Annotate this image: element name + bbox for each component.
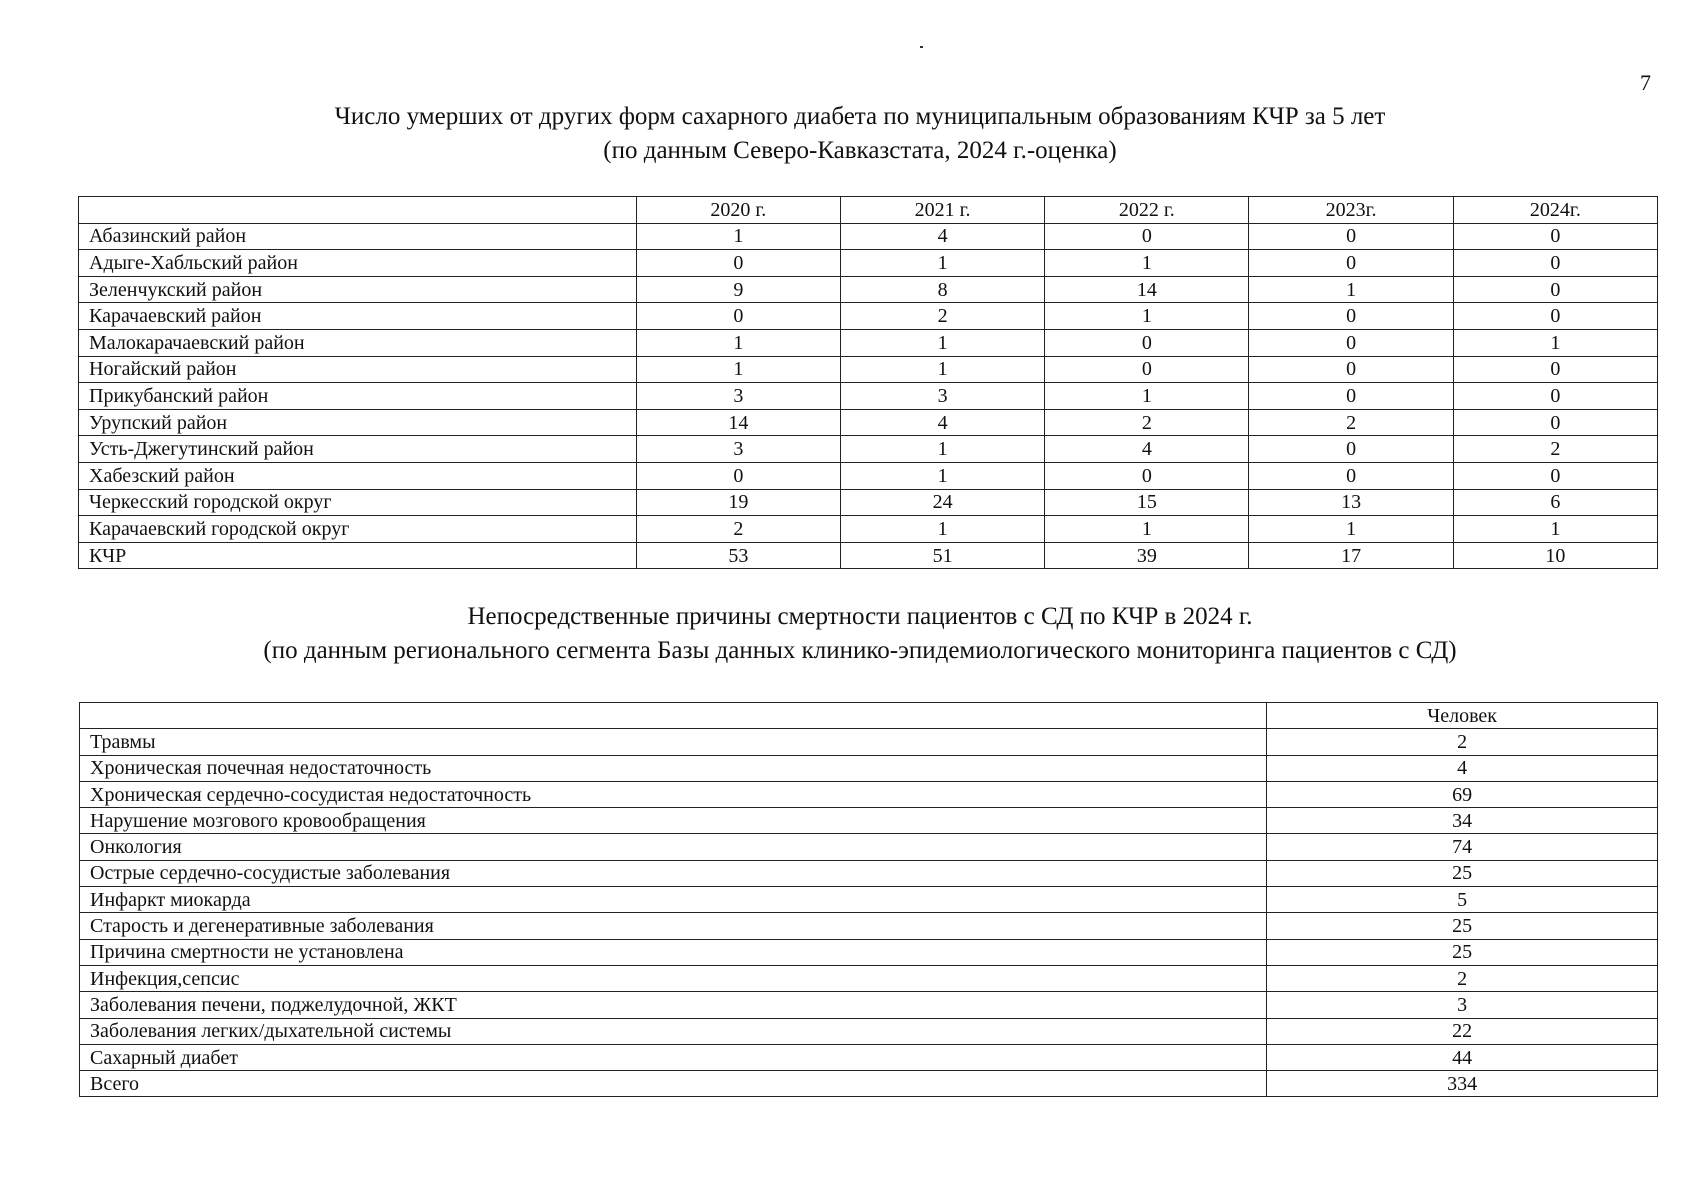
table-row bbox=[79, 542, 1658, 569]
value-cell: 14 bbox=[1045, 276, 1249, 303]
table2-title-line1: Непосредственные причины смертности пациентов с СД по КЧР в 2024 г. bbox=[467, 603, 1253, 630]
value-cell: 1 bbox=[1453, 329, 1657, 356]
row-label: Заболевания легких/дыхательной системы bbox=[80, 1018, 1267, 1044]
table1-title-line2: (по данным Северо-Кавказстата, 2024 г.-оценка) bbox=[603, 137, 1117, 164]
column-header: Человек bbox=[1267, 703, 1658, 729]
row-label: Хроническая почечная недостаточность bbox=[80, 755, 1267, 781]
table-row bbox=[80, 834, 1658, 860]
row-label: Острые сердечно-сосудистые заболевания bbox=[80, 860, 1267, 886]
value-cell: 1 bbox=[840, 356, 1044, 383]
row-label: Карачаевский городской округ bbox=[79, 516, 637, 543]
value-cell: 25 bbox=[1267, 913, 1658, 939]
value-cell: 8 bbox=[840, 276, 1044, 303]
table-row bbox=[79, 409, 1658, 436]
value-cell: 0 bbox=[1453, 276, 1657, 303]
table1-title-line1: Число умерших от других форм сахарного диабета по муниципальным образованиям КЧР за 5 лет bbox=[334, 103, 1386, 130]
row-label: Урупский район bbox=[79, 409, 637, 436]
table1-header-row bbox=[79, 197, 1658, 224]
value-cell: 334 bbox=[1267, 1071, 1658, 1097]
row-label: Карачаевский район bbox=[79, 303, 637, 330]
value-cell: 0 bbox=[1249, 462, 1453, 489]
value-cell: 19 bbox=[636, 489, 840, 516]
value-cell: 1 bbox=[840, 516, 1044, 543]
value-cell: 4 bbox=[1045, 436, 1249, 463]
value-cell: 34 bbox=[1267, 808, 1658, 834]
row-label: Инфекция,сепсис bbox=[80, 965, 1267, 991]
value-cell: 0 bbox=[1045, 356, 1249, 383]
value-cell: 69 bbox=[1267, 781, 1658, 807]
value-cell: 0 bbox=[1453, 223, 1657, 250]
value-cell: 2 bbox=[1267, 729, 1658, 755]
row-label: Нарушение мозгового кровообращения bbox=[80, 808, 1267, 834]
value-cell: 1 bbox=[840, 436, 1044, 463]
causes-of-death-table bbox=[79, 702, 1658, 1097]
value-cell: 0 bbox=[1453, 303, 1657, 330]
value-cell: 53 bbox=[636, 542, 840, 569]
table-row bbox=[79, 223, 1658, 250]
value-cell: 10 bbox=[1453, 542, 1657, 569]
value-cell: 0 bbox=[1249, 436, 1453, 463]
value-cell: 2 bbox=[1267, 965, 1658, 991]
value-cell: 0 bbox=[1045, 329, 1249, 356]
table-row bbox=[80, 913, 1658, 939]
column-header: 2022 г. bbox=[1045, 197, 1249, 224]
row-label: Ногайский район bbox=[79, 356, 637, 383]
value-cell: 3 bbox=[840, 383, 1044, 410]
value-cell: 0 bbox=[1045, 223, 1249, 250]
table2-header bbox=[80, 703, 1658, 729]
table-row bbox=[79, 250, 1658, 277]
column-header: 2024г. bbox=[1453, 197, 1657, 224]
value-cell: 1 bbox=[636, 356, 840, 383]
row-label: Черкесский городской округ bbox=[79, 489, 637, 516]
table-row bbox=[79, 436, 1658, 463]
value-cell: 6 bbox=[1453, 489, 1657, 516]
column-header: 2023г. bbox=[1249, 197, 1453, 224]
value-cell: 74 bbox=[1267, 834, 1658, 860]
value-cell: 3 bbox=[636, 436, 840, 463]
value-cell: 9 bbox=[636, 276, 840, 303]
table-row bbox=[79, 489, 1658, 516]
value-cell: 0 bbox=[636, 462, 840, 489]
value-cell: 1 bbox=[1045, 250, 1249, 277]
value-cell: 1 bbox=[1249, 276, 1453, 303]
value-cell: 2 bbox=[1249, 409, 1453, 436]
value-cell: 1 bbox=[636, 223, 840, 250]
value-cell: 0 bbox=[1249, 356, 1453, 383]
table2-header-row bbox=[80, 703, 1658, 729]
value-cell: 1 bbox=[1453, 516, 1657, 543]
row-label: Старость и дегенеративные заболевания bbox=[80, 913, 1267, 939]
value-cell: 0 bbox=[1249, 329, 1453, 356]
deaths-by-municipality-table bbox=[78, 196, 1658, 569]
row-label: Адыге-Хабльский район bbox=[79, 250, 637, 277]
table2-title-line2: (по данным регионального сегмента Базы данных клинико-эпидемиологического мониторинга пациентов с СД) bbox=[263, 637, 1457, 664]
value-cell: 0 bbox=[636, 250, 840, 277]
value-cell: 0 bbox=[1453, 250, 1657, 277]
table2-title bbox=[60, 600, 1660, 668]
column-header: 2021 г. bbox=[840, 197, 1044, 224]
value-cell: 13 bbox=[1249, 489, 1453, 516]
table-row bbox=[80, 781, 1658, 807]
value-cell: 1 bbox=[1045, 383, 1249, 410]
value-cell: 4 bbox=[840, 223, 1044, 250]
value-cell: 44 bbox=[1267, 1044, 1658, 1070]
row-label: Инфаркт миокарда bbox=[80, 887, 1267, 913]
value-cell: 0 bbox=[1249, 303, 1453, 330]
table-row bbox=[80, 939, 1658, 965]
value-cell: 0 bbox=[1249, 383, 1453, 410]
value-cell: 0 bbox=[1249, 250, 1453, 277]
value-cell: 1 bbox=[1045, 303, 1249, 330]
value-cell: 25 bbox=[1267, 860, 1658, 886]
row-label: Абазинский район bbox=[79, 223, 637, 250]
value-cell: 1 bbox=[636, 329, 840, 356]
value-cell: 3 bbox=[636, 383, 840, 410]
value-cell: 22 bbox=[1267, 1018, 1658, 1044]
table-row bbox=[79, 329, 1658, 356]
value-cell: 15 bbox=[1045, 489, 1249, 516]
row-label: Причина смертности не установлена bbox=[80, 939, 1267, 965]
table-row bbox=[79, 516, 1658, 543]
row-label: Заболевания печени, поджелудочной, ЖКТ bbox=[80, 992, 1267, 1018]
row-label: Сахарный диабет bbox=[80, 1044, 1267, 1070]
row-label: Травмы bbox=[80, 729, 1267, 755]
value-cell: 0 bbox=[1249, 223, 1453, 250]
header-blank-cell bbox=[79, 197, 637, 224]
row-label: Усть-Джегутинский район bbox=[79, 436, 637, 463]
value-cell: 5 bbox=[1267, 887, 1658, 913]
value-cell: 2 bbox=[1045, 409, 1249, 436]
value-cell: 4 bbox=[1267, 755, 1658, 781]
row-label: Всего bbox=[80, 1071, 1267, 1097]
table-row bbox=[80, 887, 1658, 913]
table-row bbox=[80, 1044, 1658, 1070]
value-cell: 24 bbox=[840, 489, 1044, 516]
table-row bbox=[79, 383, 1658, 410]
table-row bbox=[80, 860, 1658, 886]
table-row bbox=[80, 808, 1658, 834]
value-cell: 0 bbox=[1453, 462, 1657, 489]
value-cell: 0 bbox=[1453, 356, 1657, 383]
value-cell: 1 bbox=[840, 329, 1044, 356]
header-blank-cell bbox=[80, 703, 1267, 729]
row-label: Хроническая сердечно-сосудистая недостаточность bbox=[80, 781, 1267, 807]
row-label: Зеленчукский район bbox=[79, 276, 637, 303]
value-cell: 2 bbox=[636, 516, 840, 543]
value-cell: 14 bbox=[636, 409, 840, 436]
value-cell: 25 bbox=[1267, 939, 1658, 965]
table-row bbox=[80, 729, 1658, 755]
value-cell: 1 bbox=[1045, 516, 1249, 543]
value-cell: 3 bbox=[1267, 992, 1658, 1018]
table-row bbox=[79, 462, 1658, 489]
value-cell: 1 bbox=[1249, 516, 1453, 543]
value-cell: 0 bbox=[1453, 409, 1657, 436]
row-label: Прикубанский район bbox=[79, 383, 637, 410]
value-cell: 2 bbox=[1453, 436, 1657, 463]
row-label: Хабезский район bbox=[79, 462, 637, 489]
value-cell: 4 bbox=[840, 409, 1044, 436]
value-cell: 0 bbox=[636, 303, 840, 330]
table1-title bbox=[60, 100, 1660, 168]
table-row bbox=[80, 965, 1658, 991]
table-row bbox=[79, 303, 1658, 330]
table-row bbox=[80, 1071, 1658, 1097]
scan-speck bbox=[920, 46, 923, 48]
table-row bbox=[79, 356, 1658, 383]
value-cell: 0 bbox=[1045, 462, 1249, 489]
column-header: 2020 г. bbox=[636, 197, 840, 224]
table1-header bbox=[79, 197, 1658, 224]
row-label: Малокарачаевский район bbox=[79, 329, 637, 356]
value-cell: 0 bbox=[1453, 383, 1657, 410]
table-row bbox=[80, 1018, 1658, 1044]
row-label: КЧР bbox=[79, 542, 637, 569]
value-cell: 39 bbox=[1045, 542, 1249, 569]
value-cell: 51 bbox=[840, 542, 1044, 569]
value-cell: 1 bbox=[840, 250, 1044, 277]
value-cell: 2 bbox=[840, 303, 1044, 330]
table1-body bbox=[79, 223, 1658, 569]
page-number: 7 bbox=[1640, 70, 1651, 95]
table-row bbox=[79, 276, 1658, 303]
table2-body bbox=[80, 729, 1658, 1097]
value-cell: 17 bbox=[1249, 542, 1453, 569]
table-row bbox=[80, 755, 1658, 781]
value-cell: 1 bbox=[840, 462, 1044, 489]
table-row bbox=[80, 992, 1658, 1018]
row-label: Онкология bbox=[80, 834, 1267, 860]
